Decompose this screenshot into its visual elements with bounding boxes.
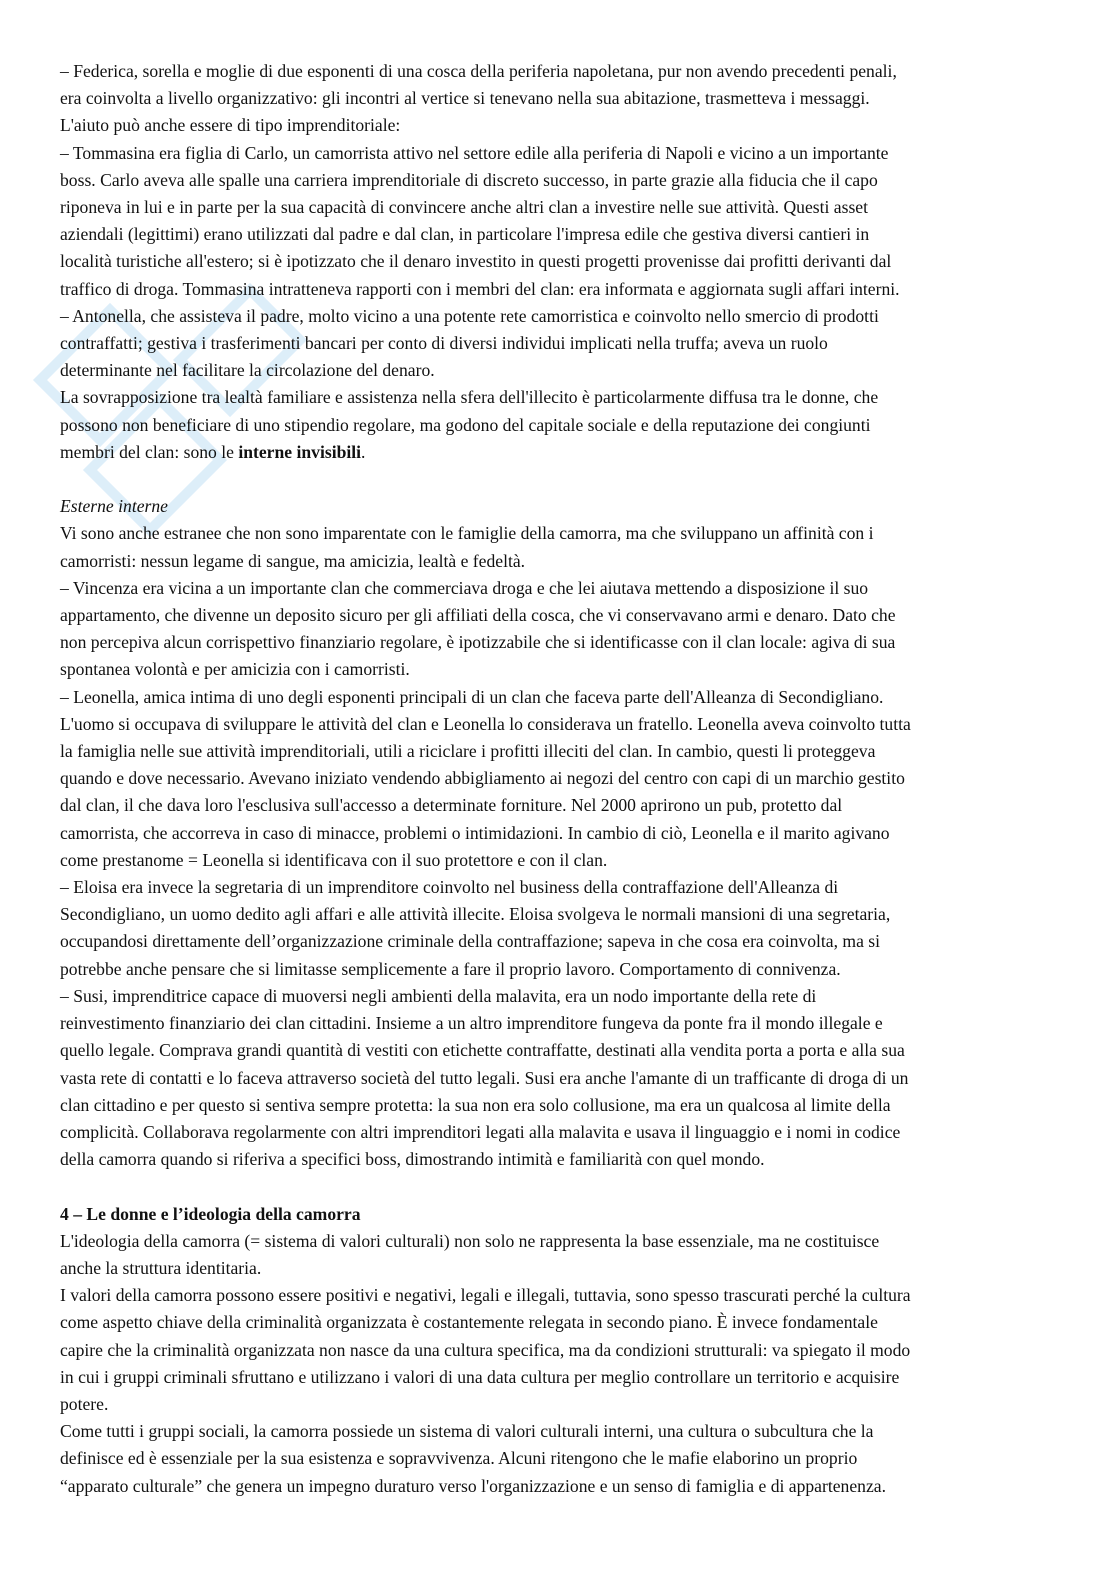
text-line: complicità. Collaborava regolarmente con altri imprenditori legati alla malavita e usava il linguaggio e i nomi in codice (60, 1121, 901, 1142)
text-line: spontanea volontà e per amicizia con i camorristi. (60, 659, 410, 680)
section-subheading: Esterne interne (60, 496, 168, 517)
paragraph-gap (60, 1173, 1060, 1200)
text-line: riponeva in lui e in parte per la sua capacità di convincere anche altri clan a investire nelle sue attività. Questi asset (60, 197, 868, 218)
text-line: località turistiche all'estero; si è ipotizzato che il denaro investito in questi progetti provenisse dai profitti derivanti dal (60, 251, 892, 272)
text-line: capire che la criminalità organizzata non nasce da una cultura specifica, ma da condizioni strutturali: va spiegato il modo (60, 1339, 911, 1360)
text-line: dal clan, il che dava loro l'esclusiva sull'accesso a determinate forniture. Nel 2000 aprirono un pub, protetto dal (60, 795, 843, 816)
text-line: “apparato culturale” che genera un impegno duraturo verso l'organizzazione e un senso di famiglia e di appartenenza. (60, 1475, 886, 1496)
text-line: come prestanome = Leonella si identificava con il suo protettore e con il clan. (60, 849, 608, 870)
text-line: camorrista, che accorreva in caso di minacce, problemi o intimidazioni. In cambio di ciò, Leonella e il marito agivano (60, 822, 890, 843)
text-line: – Antonella, che assisteva il padre, molto vicino a una potente rete camorristica e coinvolto nello smercio di prodotti (60, 305, 879, 326)
text-line: era coinvolta a livello organizzativo: gli incontri al vertice si tenevano nella sua abitazione, trasmetteva i messaggi. (60, 88, 870, 109)
bold-term: interne invisibili (238, 441, 362, 462)
text-line: L'ideologia della camorra (= sistema di valori culturali) non solo ne rappresenta la base essenziale, ma ne costituisce (60, 1230, 880, 1251)
text-line: Secondigliano, un uomo dedito agli affari e alle attività illecite. Eloisa svolgeva le normali mansioni di una segretaria, (60, 904, 891, 925)
text-line: anche la struttura identitaria. (60, 1257, 262, 1278)
text-segment: . (361, 441, 366, 462)
text-line: occupandosi direttamente dell’organizzazione criminale della contraffazione; sapeva in che cosa era coinvolta, ma si (60, 931, 881, 952)
paragraph-gap (60, 466, 1060, 493)
text-line: definisce ed è essenziale per la sua esistenza e sopravvivenza. Alcuni ritengono che le mafie elaborino un proprio (60, 1448, 858, 1469)
text-line: potrebbe anche pensare che si limitasse semplicemente a fare il proprio lavoro. Comportamento di connivenza. (60, 958, 841, 979)
text-segment: membri del clan: sono le (60, 441, 239, 462)
text-line: I valori della camorra possono essere positivi e negativi, legali e illegali, tuttavia, sono spesso trascurati perché la cultura (60, 1285, 911, 1306)
text-line: L'aiuto può anche essere di tipo imprenditoriale: (60, 115, 401, 136)
text-line: – Eloisa era invece la segretaria di un imprenditore coinvolto nel business della contraffazione dell'Alleanza di (60, 877, 839, 898)
text-line: contraffatti; gestiva i trasferimenti bancari per conto di diversi individui implicati nella truffa; aveva un ruolo (60, 333, 828, 354)
text-line: determinante nel facilitare la circolazione del denaro. (60, 360, 435, 381)
section-heading: 4 – Le donne e l’ideologia della camorra (60, 1203, 361, 1224)
text-line: della camorra quando si riferiva a specifici boss, dimostrando intimità e familiarità con quel mondo. (60, 1149, 765, 1170)
text-line: boss. Carlo aveva alle spalle una carriera imprenditoriale di discreto successo, in parte grazie alla fiducia che il capo (60, 169, 878, 190)
text-line: la famiglia nelle sue attività imprenditoriali, utili a riciclare i profitti illeciti del clan. In cambio, questi li proteggeva (60, 741, 876, 762)
text-line: traffico di droga. Tommasina intratteneva rapporti con i membri del clan: era informata e aggiornata sugli affari interni. (60, 278, 900, 299)
text-line: La sovrapposizione tra lealtà familiare e assistenza nella sfera dell'illecito è particolarmente diffusa tra le donne, che (60, 387, 879, 408)
text-line: – Tommasina era figlia di Carlo, un camorrista attivo nel settore edile alla periferia di Napoli e vicino a un importante (60, 142, 889, 163)
text-line: in cui i gruppi criminali sfruttano e utilizzano i valori di una data cultura per meglio controllare un territorio e acquisire (60, 1366, 900, 1387)
text-line: quando e dove necessario. Avevano iniziato vendendo abbigliamento ai negozi del centro con capi di un marchio gestito (60, 768, 905, 789)
text-line (60, 439, 1060, 466)
text-line: – Federica, sorella e moglie di due esponenti di una cosca della periferia napoletana, pur non avendo precedenti penali, (60, 61, 897, 81)
text-line: Vi sono anche estranee che non sono imparentate con le famiglie della camorra, ma che sviluppano un affinità con i (60, 523, 874, 544)
text-line: reinvestimento finanziario dei clan cittadini. Insieme a un altro imprenditore fungeva da ponte fra il mondo illegale e (60, 1013, 883, 1034)
text-line: L'uomo si occupava di sviluppare le attività del clan e Leonella lo considerava un fratello. Leonella aveva coinvolto tutta (60, 713, 911, 734)
text-line: clan cittadino e per questo si sentiva sempre protetta: la sua non era solo collusione, ma era un qualcosa al limite della (60, 1094, 891, 1115)
text-line: – Leonella, amica intima di uno degli esponenti principali di un clan che faceva parte dell'Alleanza di Secondigliano. (60, 686, 884, 707)
text-line: – Susi, imprenditrice capace di muoversi negli ambienti della malavita, era un nodo importante della rete di (60, 985, 817, 1006)
text-line: aziendali (legittimi) erano utilizzati dal padre e dal clan, in particolare l'impresa edile che gestiva diversi cantieri in (60, 224, 870, 245)
text-line: – Vincenza era vicina a un importante clan che commerciava droga e che lei aiutava mettendo a disposizione il suo (60, 577, 869, 598)
text-line: camorristi: nessun legame di sangue, ma amicizia, lealtà e fedeltà. (60, 550, 526, 571)
document-page (60, 58, 1060, 1500)
text-line: possono non beneficiare di uno stipendio regolare, ma godono del capitale sociale e della reputazione dei congiunti (60, 414, 871, 435)
text-line: quello legale. Comprava grandi quantità di vestiti con etichette contraffatte, destinati alla vendita porta a porta e alla sua (60, 1040, 905, 1061)
text-line: potere. (60, 1393, 109, 1414)
text-line: Come tutti i gruppi sociali, la camorra possiede un sistema di valori culturali interni, una cultura o subcultura che la (60, 1421, 874, 1442)
text-line: appartamento, che divenne un deposito sicuro per gli affiliati della cosca, che vi conservavano armi e denaro. Dato che (60, 605, 896, 626)
text-line: vasta rete di contatti e lo faceva attraverso società del tutto legali. Susi era anche l'amante di un trafficante di droga di un (60, 1067, 909, 1088)
text-line: non percepiva alcun corrispettivo finanziario regolare, è ipotizzabile che si identificasse con il clan locale: agiva di sua (60, 632, 896, 653)
text-line: come aspetto chiave della criminalità organizzata è costantemente relegata in secondo piano. È invece fondamentale (60, 1312, 878, 1333)
